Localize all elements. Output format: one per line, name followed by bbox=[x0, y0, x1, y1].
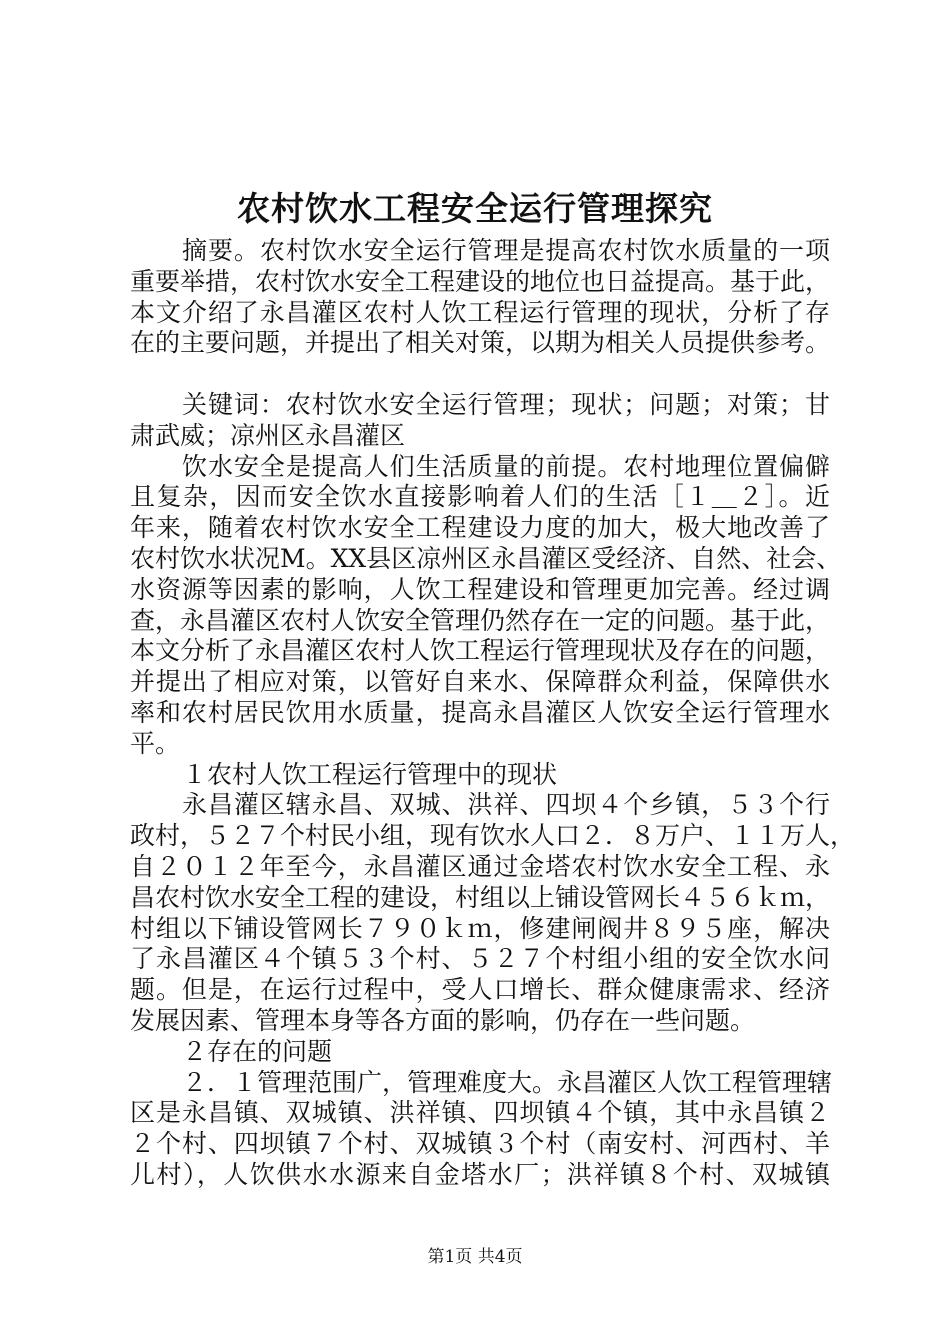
text-line: 了永昌灌区４个镇５３个村、５２７个村组小组的安全饮水问 bbox=[130, 944, 830, 974]
page-footer: 第1页 共4页 bbox=[427, 1247, 523, 1267]
text-line: 且复杂，因而安全饮水直接影响着人们的生活［１＿２］。近 bbox=[130, 482, 830, 512]
text-line: 发展因素、管理本身等各方面的影响，仍存在一些问题。 bbox=[130, 1005, 756, 1035]
text-line: ２存在的问题 bbox=[182, 1036, 333, 1066]
text-line: 饮水安全是提高人们生活质量的前提。农村地理位置偏僻 bbox=[182, 451, 830, 481]
text-line: 农村饮水状况M。XX县区凉州区永昌灌区受经济、自然、社会、 bbox=[130, 543, 842, 573]
text-line: 题。但是，在运行过程中，受人口增长、群众健康需求、经济 bbox=[130, 975, 830, 1005]
text-line: 查，永昌灌区农村人饮安全管理仍然存在一定的问题。基于此， bbox=[130, 605, 831, 635]
document-title: 农村饮水工程安全运行管理探究 bbox=[237, 189, 713, 228]
text-line: ２个村、四坝镇７个村、双城镇３个村（南安村、河西村、羊 bbox=[130, 1129, 830, 1159]
text-line: 在的主要问题，并提出了相关对策，以期为相关人员提供参考。 bbox=[130, 328, 831, 358]
text-line: 永昌灌区辖永昌、双城、洪祥、四坝４个乡镇，５３个行 bbox=[182, 790, 830, 820]
blank-line bbox=[130, 359, 830, 390]
text-line: ２．１管理范围广，管理难度大。永昌灌区人饮工程管理辖 bbox=[182, 1067, 833, 1097]
text-line: 水资源等因素的影响，人饮工程建设和管理更加完善。经过调 bbox=[130, 574, 830, 604]
text-line: 年来，随着农村饮水安全工程建设力度的加大，极大地改善了 bbox=[130, 513, 830, 543]
text-line: 重要举措，农村饮水安全工程建设的地位也日益提高。基于此， bbox=[130, 266, 831, 296]
text-line: 村组以下铺设管网长７９０ｋｍ，修建闸阀井８９５座，解决 bbox=[130, 913, 830, 943]
text-line: 平。 bbox=[130, 728, 181, 758]
text-line: １农村人饮工程运行管理中的现状 bbox=[182, 759, 558, 789]
text-line: 本文介绍了永昌灌区农村人饮工程运行管理的现状，分析了存 bbox=[130, 297, 830, 327]
text-line: 并提出了相应对策，以管好自来水、保障群众利益，保障供水 bbox=[130, 667, 830, 697]
text-line: 政村，５２７个村民小组，现有饮水人口２．８万户、１１万人， bbox=[130, 821, 856, 851]
document-body bbox=[130, 236, 856, 1191]
text-line: 儿村），人饮供水水源来自金塔水厂；洪祥镇８个村、双城镇 bbox=[130, 1159, 830, 1189]
text-line: 自２０１２年至今，永昌灌区通过金塔农村饮水安全工程、永 bbox=[130, 851, 830, 881]
text-line: 本文分析了永昌灌区农村人饮工程运行管理现状及存在的问题， bbox=[130, 636, 831, 666]
text-line: 肃武威；凉州区永昌灌区 bbox=[130, 420, 406, 450]
text-line: 摘要。农村饮水安全运行管理是提高农村饮水质量的一项 bbox=[182, 236, 830, 265]
text-line: 区是永昌镇、双城镇、洪祥镇、四坝镇４个镇，其中永昌镇２ bbox=[130, 1098, 830, 1128]
text-line: 关键词：农村饮水安全运行管理；现状；问题；对策；甘 bbox=[182, 389, 830, 419]
text-line: 率和农村居民饮用水质量，提高永昌灌区人饮安全运行管理水 bbox=[130, 697, 830, 727]
text-line: 昌农村饮水安全工程的建设，村组以上铺设管网长４５６ｋｍ， bbox=[130, 882, 831, 912]
